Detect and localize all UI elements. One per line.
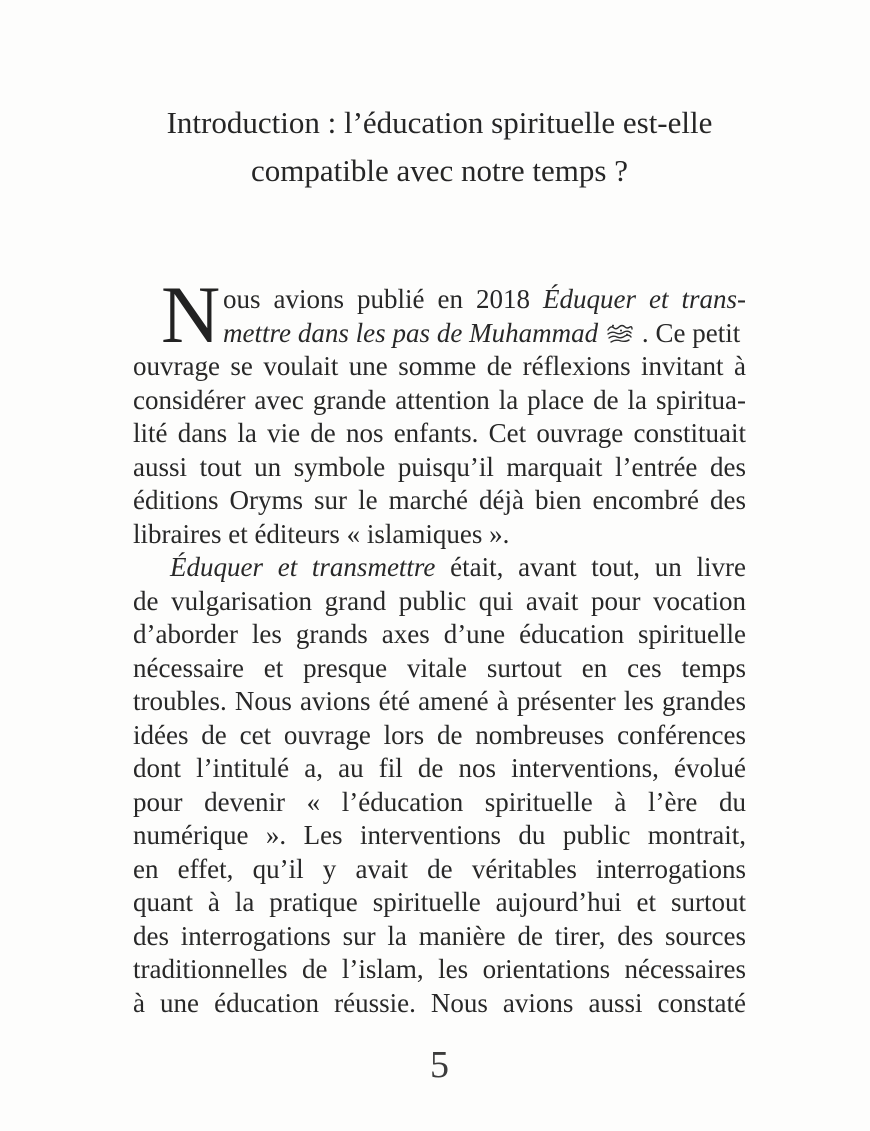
body-line [133, 618, 746, 652]
body-line [133, 585, 746, 619]
muhammad-pbuh-calligraphy-icon [605, 323, 635, 345]
body-line [133, 920, 746, 954]
body-text [133, 269, 746, 1020]
text-segment: Éduquer et transmettre [170, 552, 436, 582]
text-segment: était, avant tout, un livre [435, 552, 746, 582]
body-line [133, 350, 746, 384]
body-line [133, 652, 746, 686]
body-line [133, 752, 746, 786]
text-segment: ouvrage se voulait une somme de réflexions invitant à [133, 351, 746, 381]
page-number: 5 [430, 1044, 449, 1086]
body-line [133, 451, 746, 485]
body-line [133, 283, 746, 317]
text-segment: des interrogations sur la manière de tirer, des sources [133, 920, 746, 951]
text-segment: quant à la pratique spirituelle aujourd’hui et surtout [133, 887, 746, 917]
body-line [133, 886, 746, 920]
text-segment: d’aborder les grands axes d’une éducation spirituelle [133, 619, 746, 649]
text-segment: idées de cet ouvrage lors de nombreuses conférences [133, 719, 746, 750]
chapter-title-line-2: compatible avec notre temps ? [250, 153, 628, 188]
text-segment: en effet, qu’il y avait de véritables interrogations [133, 853, 746, 884]
text-segment: considérer avec grande attention la place de la spiritua- [133, 384, 746, 415]
text-segment: dont l’intitulé a, au fil de nos interventions, évolué [133, 753, 746, 783]
text-segment: de vulgarisation grand public qui avait pour vocation [133, 585, 746, 616]
text-segment: mettre dans les pas de Muhammad [223, 317, 606, 348]
text-column [133, 0, 746, 1131]
text-segment: ous avions publié en 2018 [223, 284, 543, 314]
text-segment: éditions Oryms sur le marché déjà bien encombré des [133, 485, 746, 515]
body-line [133, 317, 746, 351]
body-line [133, 719, 746, 753]
body-line [133, 953, 746, 987]
drop-cap-letter: N [161, 269, 221, 360]
text-segment: aussi tout un symbole puisqu’il marquait l’entrée des [133, 451, 746, 482]
body-line [133, 786, 746, 820]
body-line [133, 518, 746, 552]
chapter-title-line-1: Introduction : l’éducation spirituelle est-elle [166, 105, 713, 140]
body-line [133, 987, 746, 1021]
body-line [133, 685, 746, 719]
chapter-title [133, 99, 746, 195]
text-segment: pour devenir « l’éducation spirituelle à l’ère du [133, 786, 746, 817]
text-segment: libraires et éditeurs « islamiques ». [133, 518, 510, 549]
body-line [133, 384, 746, 418]
body-line [133, 484, 746, 518]
text-segment: troubles. Nous avions été amené à présenter les grandes [133, 686, 746, 716]
body-line [133, 853, 746, 887]
text-segment: nécessaire et presque vitale surtout en ces temps [133, 652, 746, 683]
text-segment: Éduquer et trans- [543, 284, 746, 314]
body-lines [133, 283, 746, 1020]
text-segment: traditionnelles de l’islam, les orientations nécessaires [133, 954, 746, 984]
body-line [133, 551, 746, 585]
text-segment: numérique ». Les interventions du public montrait, [133, 820, 746, 850]
text-segment: lité dans la vie de nos enfants. Cet ouvrage constituait [133, 418, 746, 448]
body-line [133, 417, 746, 451]
text-segment: à une éducation réussie. Nous avions aussi constaté [133, 987, 746, 1018]
body-line [133, 819, 746, 853]
text-segment: . Ce petit [641, 317, 741, 348]
